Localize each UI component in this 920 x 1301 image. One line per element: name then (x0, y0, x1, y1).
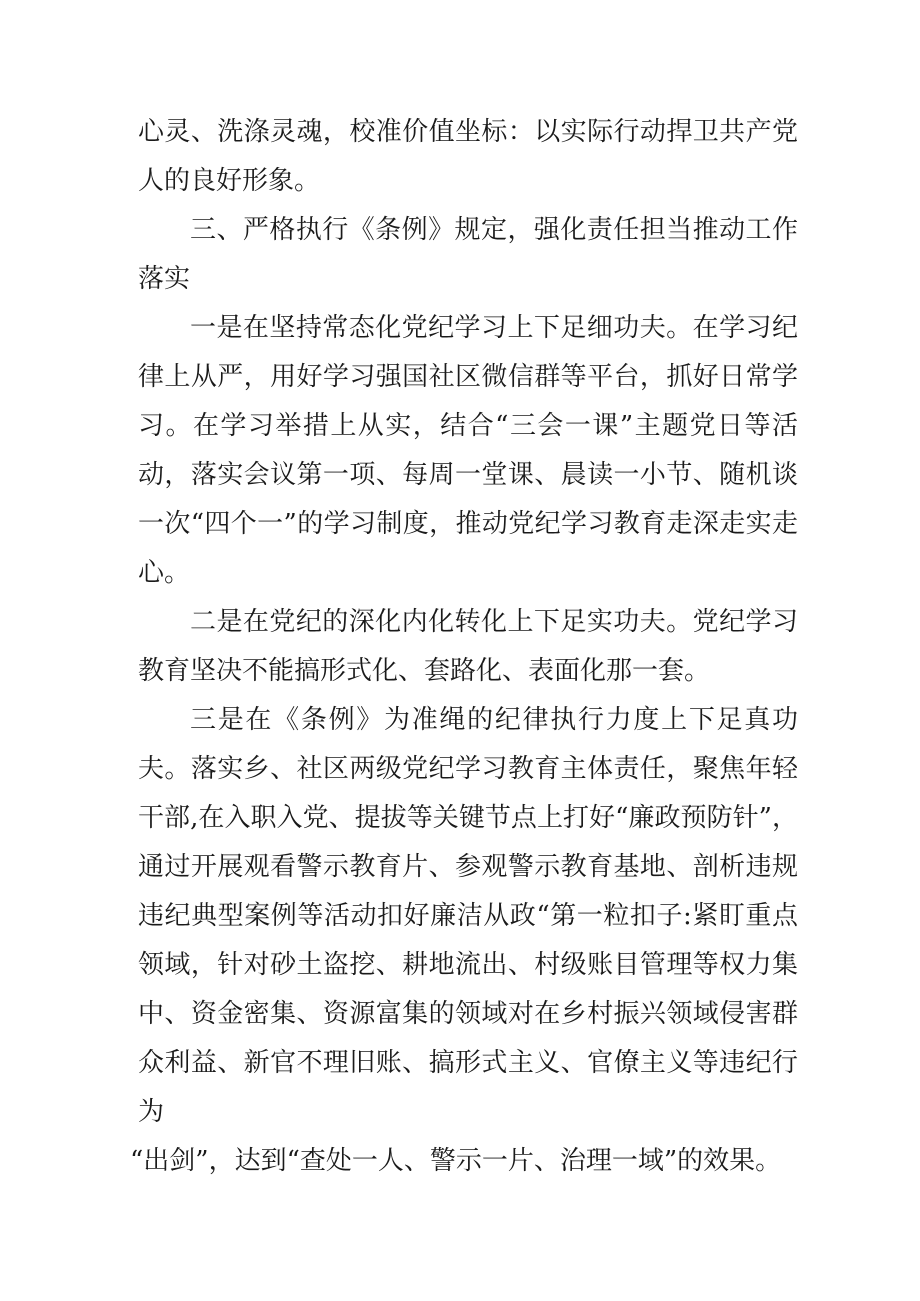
paragraph-point-one: 一是在坚持常态化党纪学习上下足细功夫。在学习纪律上从严，用好学习强国社区微信群等平台，抓好日常学习。在学习举措上从实，结合“三会一课”主题党日等活动，落实会议第一项、每周一堂课、晨读一小节、随机谈一次“四个一”的学习制度，推动党纪学习教育走深走实走心。 (138, 313, 798, 588)
paragraph-continuation: 心灵、洗涤灵魂，校准价值坐标：以实际行动捍卫共产党人的良好形象。 (138, 117, 798, 196)
document-body (130, 108, 798, 1186)
paragraph-point-two: 二是在党纪的深化内化转化上下足实功夫。党纪学习教育坚决不能搞形式化、套路化、表面化那一套。 (138, 607, 798, 686)
paragraph-closing-line: “出剑”，达到“查处一人、警示一片、治理一域”的效果。 (130, 1146, 782, 1176)
section-heading: 三、严格执行《条例》规定，强化责任担当推动工作落实 (138, 215, 798, 294)
paragraph-point-three: 三是在《条例》为准绳的纪律执行力度上下足真功夫。落实乡、社区两级党纪学习教育主体责任，聚焦年轻干部,在入职入党、提拔等关键节点上打好“廉政预防针”，通过开展观看警示教育片、参观警示教育基地、剖析违规违纪典型案例等活动扣好廉洁从政“第一粒扣子:紧盯重点领域，针对砂土盗挖、耕地流出、村级账目管理等权力集中、资金密集、资源富集的领域对在乡村振兴领域侵害群众利益、新官不理旧账、搞形式主义、官僚主义等违纪行为 (138, 705, 798, 1127)
